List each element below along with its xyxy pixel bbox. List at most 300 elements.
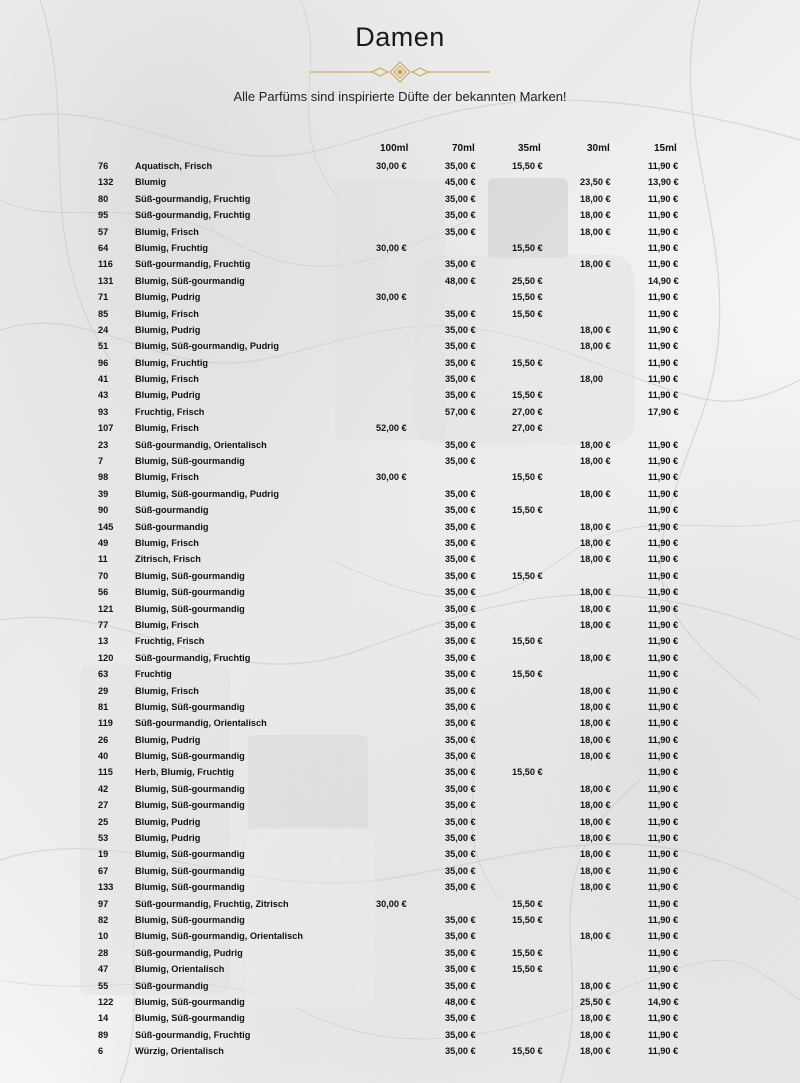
scent-description: Süß-gourmandig, Fruchtig, Zitrisch [135,898,289,909]
table-row [0,158,800,174]
price-70ml: 35,00 € [445,652,476,663]
price-70ml: 48,00 € [445,996,476,1007]
price-35ml: 15,50 € [512,964,543,975]
price-70ml: 35,00 € [445,636,476,647]
price-30ml: 18,00 € [580,226,611,237]
price-30ml: 18,00 € [580,849,611,860]
scent-description: Blumig, Frisch [135,423,199,434]
table-row [0,601,800,617]
perfume-number: 89 [98,1029,109,1040]
price-15ml: 17,90 € [648,406,679,417]
price-70ml: 35,00 € [445,505,476,516]
price-35ml: 15,50 € [512,242,543,253]
price-70ml: 35,00 € [445,718,476,729]
price-15ml: 11,90 € [648,259,679,270]
price-35ml: 15,50 € [512,767,543,778]
price-70ml: 35,00 € [445,537,476,548]
table-row [0,551,800,567]
price-30ml: 18,00 € [580,980,611,991]
price-70ml: 35,00 € [445,374,476,385]
price-70ml: 35,00 € [445,341,476,352]
table-row [0,371,800,387]
price-70ml: 35,00 € [445,226,476,237]
price-15ml: 11,90 € [648,800,679,811]
table-row [0,469,800,485]
price-70ml: 35,00 € [445,767,476,778]
perfume-number: 6 [98,1046,104,1057]
scent-description: Blumig, Süß-gourmandig [135,570,245,581]
perfume-number: 71 [98,292,109,303]
table-row [0,174,800,190]
table-row [0,322,800,338]
price-70ml: 35,00 € [445,849,476,860]
price-30ml: 18,00 € [580,652,611,663]
perfume-number: 28 [98,947,109,958]
table-row [0,584,800,600]
scent-description: Blumig, Süß-gourmandig [135,914,245,925]
perfume-number: 63 [98,669,109,680]
price-70ml: 35,00 € [445,833,476,844]
price-70ml: 48,00 € [445,275,476,286]
scent-description: Blumig, Süß-gourmandig [135,587,245,598]
table-row [0,338,800,354]
price-35ml: 15,50 € [512,947,543,958]
price-15ml: 11,90 € [648,456,679,467]
price-15ml: 11,90 € [648,341,679,352]
price-70ml: 35,00 € [445,865,476,876]
price-30ml: 18,00 € [580,210,611,221]
scent-description: Blumig, Süß-gourmandig [135,751,245,762]
price-15ml: 11,90 € [648,636,679,647]
perfume-number: 81 [98,701,109,712]
perfume-number: 97 [98,898,109,909]
perfume-number: 115 [98,767,113,778]
scent-description: Blumig, Süß-gourmandig [135,701,245,712]
price-70ml: 35,00 € [445,931,476,942]
price-15ml: 11,90 € [648,161,679,171]
price-30ml: 18,00 € [580,1029,611,1040]
price-15ml: 11,90 € [648,570,679,581]
price-30ml: 18,00 € [580,882,611,893]
price-35ml: 15,50 € [512,357,543,368]
page-subtitle: Alle Parfüms sind inspirierte Düfte der bekannten Marken! [233,89,567,104]
price-15ml: 11,90 € [648,1046,679,1057]
price-35ml: 15,50 € [512,636,543,647]
perfume-number: 67 [98,865,109,876]
table-row [0,699,800,715]
price-30ml: 18,00 [580,374,603,385]
price-70ml: 35,00 € [445,357,476,368]
scent-description: Blumig, Frisch [135,619,199,630]
price-100ml: 30,00 € [376,292,407,303]
price-70ml: 35,00 € [445,210,476,221]
price-30ml: 18,00 € [580,603,611,614]
perfume-number: 80 [98,193,109,204]
price-35ml: 15,50 € [512,390,543,401]
price-35ml: 25,50 € [512,275,543,286]
price-15ml: 11,90 € [648,865,679,876]
price-15ml: 11,90 € [648,488,679,499]
price-70ml: 35,00 € [445,554,476,565]
price-35ml: 15,50 € [512,472,543,483]
perfume-number: 57 [98,226,109,237]
price-15ml: 11,90 € [648,324,679,335]
scent-description: Blumig, Frisch [135,308,199,319]
perfume-number: 132 [98,177,114,188]
table-row [0,355,800,371]
price-30ml: 18,00 € [580,1013,611,1024]
price-30ml: 18,00 € [580,324,611,335]
table-row [0,1043,800,1059]
perfume-number: 29 [98,685,109,696]
table-row [0,748,800,764]
perfume-number: 39 [98,488,109,499]
price-35ml: 15,50 € [512,669,543,680]
price-30ml: 18,00 € [580,685,611,696]
column-header-100ml: 100ml [380,143,409,154]
price-15ml: 11,90 € [648,980,679,991]
scent-description: Süß-gourmandig, Fruchtig [135,210,251,221]
table-row [0,683,800,699]
table-row [0,961,800,977]
price-15ml: 11,90 € [648,685,679,696]
perfume-number: 43 [98,390,109,401]
price-70ml: 35,00 € [445,1046,476,1057]
scent-description: Süß-gourmandig, Orientalisch [135,718,267,729]
scent-description: Aquatisch, Frisch [135,161,213,171]
price-35ml: 15,50 € [512,898,543,909]
scent-description: Blumig, Pudrig [135,833,201,844]
table-row [0,240,800,256]
table-row [0,978,800,994]
perfume-number: 122 [98,996,114,1007]
price-15ml: 11,90 € [648,964,679,975]
perfume-number: 77 [98,619,109,630]
table-row [0,568,800,584]
price-15ml: 11,90 € [648,554,679,565]
price-70ml: 35,00 € [445,1013,476,1024]
scent-description: Blumig, Süß-gourmandig [135,849,245,860]
price-15ml: 11,90 € [648,390,679,401]
table-row [0,764,800,780]
price-15ml: 11,90 € [648,292,679,303]
price-70ml: 35,00 € [445,488,476,499]
perfume-number: 47 [98,964,109,975]
scent-description: Blumig, Süß-gourmandig [135,996,245,1007]
price-30ml: 18,00 € [580,718,611,729]
price-30ml: 18,00 € [580,701,611,712]
price-100ml: 52,00 € [376,423,407,434]
table-row [0,732,800,748]
price-35ml: 27,00 € [512,423,543,434]
scent-description: Blumig, Fruchtig [135,357,208,368]
price-30ml: 18,00 € [580,783,611,794]
price-30ml: 18,00 € [580,193,611,204]
perfume-number: 119 [98,718,113,729]
scent-description: Blumig, Süß-gourmandig [135,603,245,614]
price-70ml: 35,00 € [445,669,476,680]
table-row [0,420,800,436]
scent-description: Blumig, Pudrig [135,324,201,335]
price-70ml: 35,00 € [445,521,476,532]
price-35ml: 15,50 € [512,308,543,319]
price-70ml: 35,00 € [445,193,476,204]
price-15ml: 11,90 € [648,816,679,827]
price-70ml: 35,00 € [445,456,476,467]
price-15ml: 11,90 € [648,472,679,483]
price-15ml: 11,90 € [648,226,679,237]
perfume-number: 90 [98,505,109,516]
price-30ml: 18,00 € [580,521,611,532]
perfume-number: 7 [98,456,104,467]
scent-description: Blumig, Pudrig [135,292,201,303]
price-15ml: 11,90 € [648,947,679,958]
table-row [0,928,800,944]
price-15ml: 11,90 € [648,357,679,368]
scent-description: Süß-gourmandig, Fruchtig [135,652,251,663]
table-row [0,617,800,633]
scent-description: Blumig, Frisch [135,374,199,385]
price-15ml: 14,90 € [648,996,679,1007]
price-30ml: 18,00 € [580,816,611,827]
perfume-number: 26 [98,734,109,745]
table-row [0,879,800,895]
price-15ml: 11,90 € [648,734,679,745]
perfume-number: 85 [98,308,109,319]
price-70ml: 35,00 € [445,1029,476,1040]
table-row [0,846,800,862]
table-row [0,781,800,797]
perfume-number: 95 [98,210,109,221]
scent-description: Blumig, Süß-gourmandig [135,865,245,876]
perfume-number: 107 [98,423,114,434]
scent-description: Süß-gourmandig, Fruchtig [135,193,251,204]
price-15ml: 11,90 € [648,767,679,778]
column-header-70ml: 70ml [452,143,475,154]
scent-description: Blumig, Süß-gourmandig [135,456,245,467]
price-30ml: 18,00 € [580,456,611,467]
price-15ml: 11,90 € [648,1029,679,1040]
price-70ml: 35,00 € [445,390,476,401]
price-30ml: 18,00 € [580,931,611,942]
price-15ml: 11,90 € [648,783,679,794]
perfume-number: 19 [98,849,109,860]
price-15ml: 11,90 € [648,210,679,221]
table-row [0,224,800,240]
price-70ml: 35,00 € [445,783,476,794]
price-15ml: 11,90 € [648,669,679,680]
price-30ml: 18,00 € [580,488,611,499]
perfume-number: 27 [98,800,109,811]
table-row [0,404,800,420]
table-row [0,437,800,453]
perfume-number: 42 [98,783,109,794]
perfume-number: 56 [98,587,109,598]
scent-description: Süß-gourmandig [135,505,209,516]
price-35ml: 15,50 € [512,570,543,581]
price-30ml: 23,50 € [580,177,611,188]
table-row [0,797,800,813]
scent-description: Herb, Blumig, Fruchtig [135,767,235,778]
table-row [0,650,800,666]
price-30ml: 18,00 € [580,833,611,844]
column-header-35ml: 35ml [518,143,541,154]
perfume-number: 70 [98,570,109,581]
price-30ml: 18,00 € [580,751,611,762]
price-30ml: 18,00 € [580,587,611,598]
price-70ml: 35,00 € [445,161,476,171]
price-15ml: 11,90 € [648,193,679,204]
perfume-number: 23 [98,439,109,450]
scent-description: Süß-gourmandig, Orientalisch [135,439,267,450]
perfume-number: 121 [98,603,114,614]
price-30ml: 18,00 € [580,537,611,548]
perfume-number: 133 [98,882,114,893]
price-70ml: 35,00 € [445,751,476,762]
perfume-number: 40 [98,751,109,762]
perfume-number: 25 [98,816,109,827]
scent-description: Süß-gourmandig [135,521,209,532]
price-70ml: 35,00 € [445,308,476,319]
price-15ml: 11,90 € [648,849,679,860]
price-15ml: 11,90 € [648,718,679,729]
price-70ml: 35,00 € [445,324,476,335]
price-30ml: 18,00 € [580,439,611,450]
scent-description: Blumig, Pudrig [135,734,201,745]
price-70ml: 35,00 € [445,800,476,811]
price-100ml: 30,00 € [376,898,407,909]
price-30ml: 25,50 € [580,996,611,1007]
price-70ml: 35,00 € [445,685,476,696]
table-row [0,945,800,961]
scent-description: Blumig, Süß-gourmandig [135,275,245,286]
table-row [0,912,800,928]
table-row [0,191,800,207]
table-row [0,1010,800,1026]
price-35ml: 15,50 € [512,505,543,516]
price-35ml: 15,50 € [512,1046,543,1057]
perfume-number: 49 [98,537,109,548]
table-row [0,306,800,322]
price-70ml: 35,00 € [445,587,476,598]
perfume-number: 96 [98,357,109,368]
perfume-number: 120 [98,652,114,663]
price-70ml: 35,00 € [445,947,476,958]
table-row [0,387,800,403]
price-15ml: 11,90 € [648,751,679,762]
price-70ml: 35,00 € [445,914,476,925]
scent-description: Blumig, Pudrig [135,390,201,401]
price-70ml: 45,00 € [445,177,476,188]
table-row [0,256,800,272]
table-row [0,666,800,682]
price-35ml: 15,50 € [512,914,543,925]
price-70ml: 35,00 € [445,619,476,630]
scent-description: Blumig, Frisch [135,685,199,696]
price-table [0,158,800,1059]
table-row [0,486,800,502]
price-70ml: 57,00 € [445,406,476,417]
price-15ml: 11,90 € [648,537,679,548]
price-70ml: 35,00 € [445,882,476,893]
price-15ml: 11,90 € [648,308,679,319]
table-row [0,519,800,535]
price-15ml: 11,90 € [648,882,679,893]
table-row [0,633,800,649]
table-row [0,994,800,1010]
price-15ml: 11,90 € [648,505,679,516]
price-15ml: 11,90 € [648,603,679,614]
scent-description: Blumig, Orientalisch [135,964,225,975]
scent-description: Blumig, Fruchtig [135,242,208,253]
perfume-number: 11 [98,554,108,565]
perfume-number: 145 [98,521,114,532]
perfume-number: 41 [98,374,109,385]
price-70ml: 35,00 € [445,964,476,975]
scent-description: Blumig, Süß-gourmandig [135,882,245,893]
price-30ml: 18,00 € [580,734,611,745]
price-70ml: 35,00 € [445,603,476,614]
page-title: Damen [355,22,445,52]
ornament-divider-icon [300,60,500,84]
perfume-number: 55 [98,980,109,991]
perfume-number: 93 [98,406,109,417]
price-15ml: 11,90 € [648,652,679,663]
price-35ml: 15,50 € [512,161,543,171]
perfume-number: 53 [98,833,109,844]
scent-description: Blumig, Süß-gourmandig, Pudrig [135,488,279,499]
price-35ml: 15,50 € [512,292,543,303]
price-15ml: 11,90 € [648,521,679,532]
scent-description: Süß-gourmandig, Fruchtig [135,1029,251,1040]
scent-description: Blumig, Süß-gourmandig, Orientalisch [135,931,303,942]
scent-description: Süß-gourmandig, Fruchtig [135,259,251,270]
column-header-15ml: 15ml [654,143,677,154]
perfume-number: 82 [98,914,109,925]
table-row [0,814,800,830]
scent-description: Blumig, Süß-gourmandig [135,800,245,811]
perfume-number: 24 [98,324,109,335]
scent-description: Blumig, Süß-gourmandig [135,1013,245,1024]
scent-description: Fruchtig [135,669,172,680]
perfume-number: 14 [98,1013,109,1024]
scent-description: Blumig, Süß-gourmandig, Pudrig [135,341,279,352]
perfume-number: 98 [98,472,109,483]
table-row [0,273,800,289]
scent-description: Blumig, Pudrig [135,816,201,827]
table-row [0,896,800,912]
perfume-number: 13 [98,636,109,647]
price-15ml: 11,90 € [648,374,679,385]
table-row [0,863,800,879]
table-row [0,1027,800,1043]
price-70ml: 35,00 € [445,570,476,581]
price-100ml: 30,00 € [376,472,407,483]
scent-description: Blumig, Frisch [135,226,199,237]
scent-description: Süß-gourmandig, Pudrig [135,947,243,958]
price-70ml: 35,00 € [445,980,476,991]
perfume-number: 51 [98,341,109,352]
price-15ml: 11,90 € [648,587,679,598]
scent-description: Würzig, Orientalisch [135,1046,224,1057]
scent-description: Blumig, Frisch [135,472,199,483]
column-header-30ml: 30ml [587,143,610,154]
price-30ml: 18,00 € [580,341,611,352]
price-30ml: 18,00 € [580,800,611,811]
price-70ml: 35,00 € [445,701,476,712]
price-30ml: 18,00 € [580,619,611,630]
price-70ml: 35,00 € [445,259,476,270]
